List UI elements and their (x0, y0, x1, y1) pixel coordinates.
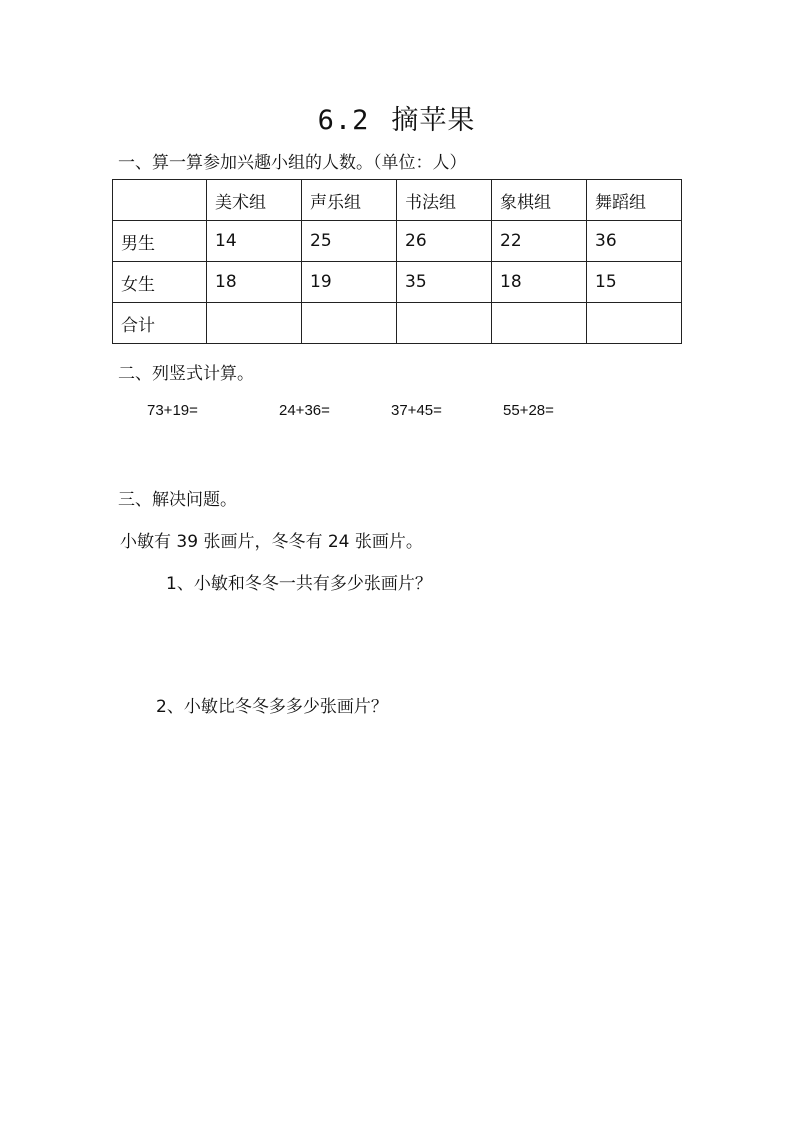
table-cell: 15 (587, 262, 682, 303)
table-cell: 19 (302, 262, 397, 303)
calc-problem: 37+45= (391, 402, 442, 419)
calc-problem: 24+36= (279, 402, 330, 419)
title-number: 6.2 (317, 105, 370, 136)
page-title (0, 98, 793, 137)
section1-heading: 一、算一算参加兴趣小组的人数。（单位：人） (118, 153, 467, 173)
calc-problem: 73+19= (147, 402, 198, 419)
question-2: 2、小敏比冬冬多多少张画片？ (156, 697, 388, 717)
table-cell: 22 (492, 221, 587, 262)
table-cell: 18 (207, 262, 302, 303)
row-label: 合计 (113, 303, 207, 344)
table-header-row (113, 180, 682, 221)
table-cell: 14 (207, 221, 302, 262)
table-row-total (113, 303, 682, 344)
header-cell-calligraphy: 书法组 (397, 180, 492, 221)
table-cell: 26 (397, 221, 492, 262)
answer-cell[interactable] (587, 303, 682, 344)
table-cell: 18 (492, 262, 587, 303)
row-label: 女生 (113, 262, 207, 303)
section2-heading: 二、列竖式计算。 (118, 364, 254, 384)
row-label: 男生 (113, 221, 207, 262)
table-row-boys (113, 221, 682, 262)
answer-cell[interactable] (302, 303, 397, 344)
table-cell: 36 (587, 221, 682, 262)
header-cell-art: 美术组 (207, 180, 302, 221)
title-text: 摘苹果 (391, 105, 476, 136)
answer-cell[interactable] (397, 303, 492, 344)
problem-context: 小敏有 39 张画片，冬冬有 24 张画片。 (120, 532, 423, 552)
table-corner-cell (113, 180, 207, 221)
answer-cell[interactable] (207, 303, 302, 344)
answer-cell[interactable] (492, 303, 587, 344)
header-cell-vocal: 声乐组 (302, 180, 397, 221)
table-row-girls (113, 262, 682, 303)
calc-problem: 55+28= (503, 402, 554, 419)
group-count-table (112, 179, 682, 344)
section3-heading: 三、解决问题。 (118, 490, 237, 510)
table-cell: 25 (302, 221, 397, 262)
header-cell-dance: 舞蹈组 (587, 180, 682, 221)
table-cell: 35 (397, 262, 492, 303)
header-cell-chess: 象棋组 (492, 180, 587, 221)
question-1: 1、小敏和冬冬一共有多少张画片？ (166, 574, 432, 594)
